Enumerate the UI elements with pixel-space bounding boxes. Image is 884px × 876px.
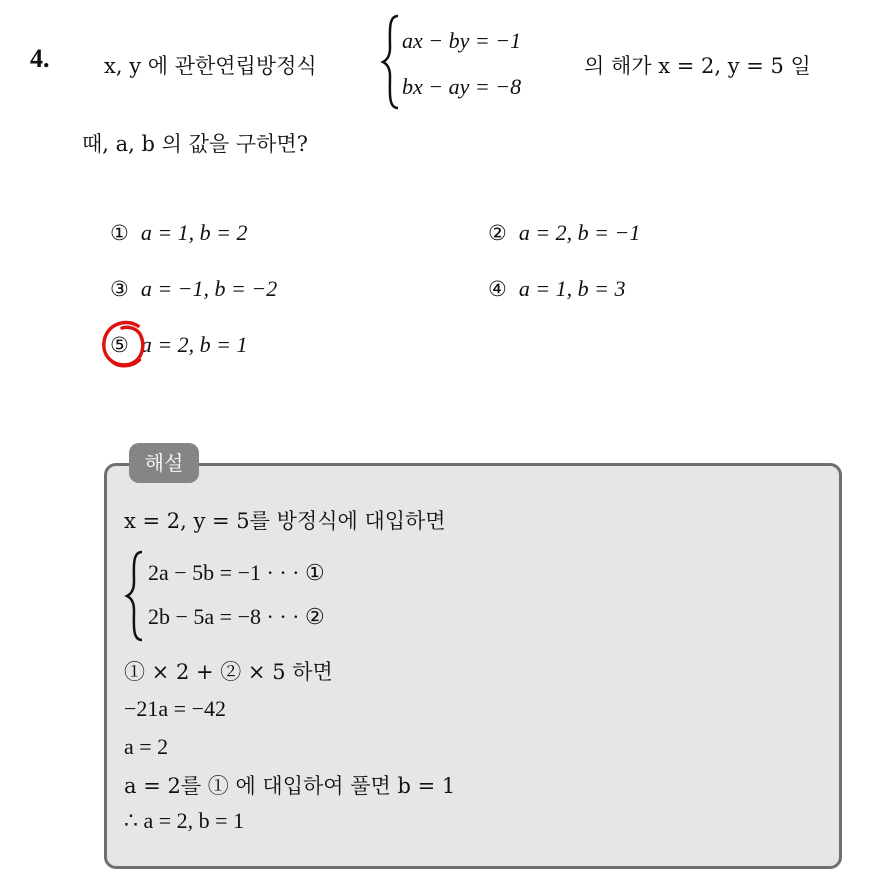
solution-system-brace <box>124 548 146 644</box>
choice-number: ④ <box>488 277 507 301</box>
question-number: 4. <box>30 44 50 73</box>
choice-1[interactable] <box>110 220 248 246</box>
question-text-line2: 때, a, b 의 값을 구하면? <box>82 132 308 156</box>
system-equation-1: ax − by = −1 <box>402 28 522 53</box>
choice-text: a = 1, b = 3 <box>518 276 626 301</box>
solution-system-eq-1: 2a − 5b = −1 · · · ① <box>148 560 325 585</box>
system-brace <box>380 12 402 112</box>
choice-number: ③ <box>110 277 129 301</box>
solution-system-eq-2: 2b − 5a = −8 · · · ② <box>148 604 325 629</box>
solution-line-7: a = 2를 ① 에 대입하여 풀면 b = 1 <box>124 774 456 798</box>
choice-number: ② <box>488 221 507 245</box>
question-text-end: 의 해가 x = 2, y = 5 일 <box>584 54 811 78</box>
system-equation-2: bx − ay = −8 <box>402 74 522 99</box>
solution-line-4: ① × 2 + ② × 5 하면 <box>124 660 333 684</box>
choice-4[interactable] <box>488 276 626 302</box>
solution-line-5: −21a = −42 <box>124 696 226 721</box>
solution-line-1: x = 2, y = 5를 방정식에 대입하면 <box>124 509 446 533</box>
choice-3[interactable] <box>110 276 277 302</box>
choice-text: a = 2, b = −1 <box>518 220 641 245</box>
choice-number: ⑤ <box>110 333 129 357</box>
choice-text: a = 2, b = 1 <box>140 332 248 357</box>
solution-tab: 해설 <box>129 443 199 483</box>
choice-text: a = 1, b = 2 <box>140 220 248 245</box>
choice-2[interactable] <box>488 220 640 246</box>
choice-number: ① <box>110 221 129 245</box>
question-text-start: x, y 에 관한연립방정식 <box>104 54 317 78</box>
solution-line-6: a = 2 <box>124 734 169 759</box>
solution-line-8: ∴ a = 2, b = 1 <box>124 808 245 833</box>
answer-circle-mark-icon <box>98 318 150 370</box>
choice-text: a = −1, b = −2 <box>140 276 278 301</box>
